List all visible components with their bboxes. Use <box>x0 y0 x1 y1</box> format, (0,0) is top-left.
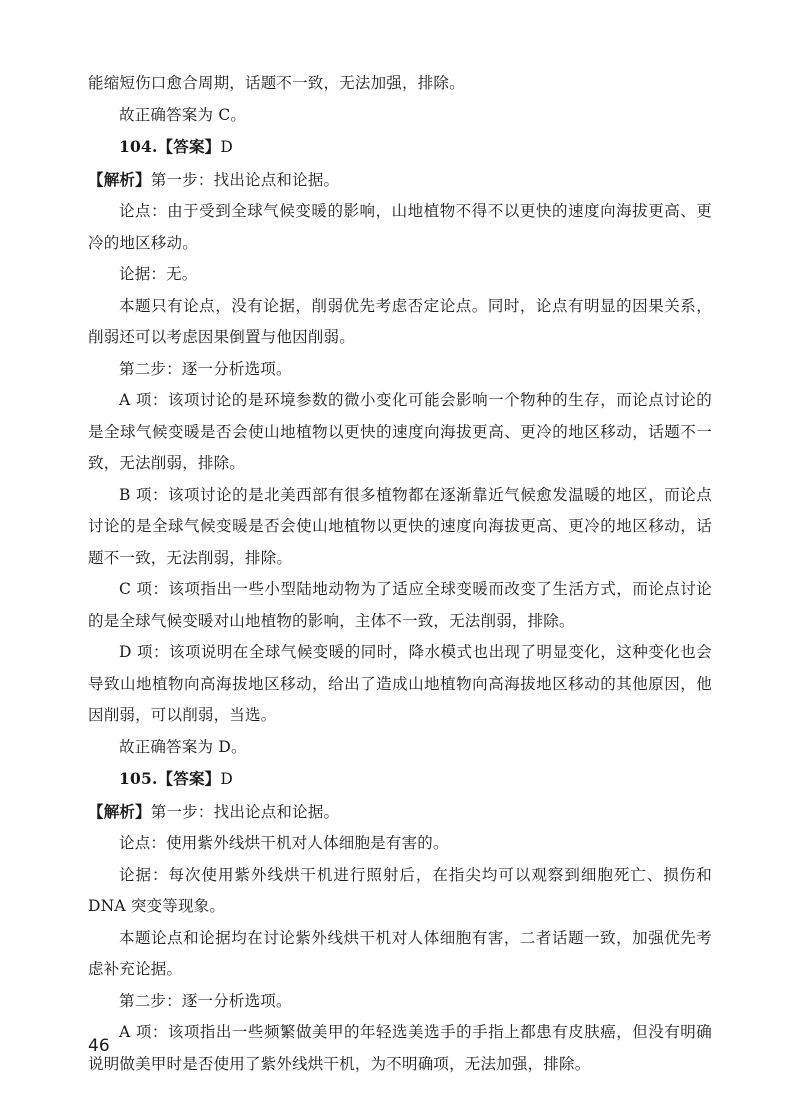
paragraph <box>88 986 712 1018</box>
option-a-analysis <box>88 1017 712 1080</box>
answer-value: D <box>220 138 233 156</box>
paragraph-text: 第一步：找出论点和论据。 <box>150 802 340 821</box>
paragraph-text: 故正确答案为 C。 <box>119 105 247 124</box>
answer-heading <box>88 763 712 796</box>
answer-value: D <box>220 770 233 788</box>
paragraph-text: 本题论点和论据均在讨论紫外线烘干机对人体细胞有害，二者话题一致，加强优先考虑补充论据。 <box>88 928 712 978</box>
paragraph <box>88 354 712 386</box>
paragraph-text: 故正确答案为 D。 <box>119 737 247 756</box>
page-number: 46 <box>88 1036 110 1056</box>
paragraph-text: 论点：使用紫外线烘干机对人体细胞是有害的。 <box>119 834 449 852</box>
paragraph-text: A 项：该项指出一些频繁做美甲的年轻选美选手的手指上都患有皮肤癌，但没有明确说明做美甲时是否使用了紫外线烘干机，为不明确项，无法加强，排除。 <box>88 1023 712 1073</box>
paragraph <box>88 196 712 259</box>
paragraph-text: 第一步：找出论点和论据。 <box>150 170 340 189</box>
paragraph-text: 论据：无。 <box>119 265 198 283</box>
paragraph <box>88 100 712 132</box>
paragraph <box>88 732 712 764</box>
paragraph-text: 论据：每次使用紫外线烘干机进行照射后，在指尖均可以观察到细胞死亡、损伤和 DNA 突变等现象。 <box>88 865 712 915</box>
paragraph-text: 论点：由于受到全球气候变暖的影响，山地植物不得不以更快的速度向海拔更高、更冷的地区移动。 <box>88 202 712 252</box>
paragraph-text: 第二步：逐一分析选项。 <box>119 359 292 378</box>
paragraph-text: B 项：该项讨论的是北美西部有很多植物都在逐渐靠近气候愈发温暖的地区，而论点讨论的是全球气候变暖是否会使山地植物以更快的速度向海拔更高、更冷的地区移动，话题不一致，无法削弱，排除。 <box>88 485 712 567</box>
paragraph-text: D 项：该项说明在全球气候变暖的同时，降水模式也出现了明显变化，这种变化也会导致山地植物向高海拔地区移动，给出了造成山地植物向高海拔地区移动的其他原因，他因削弱，可以削弱，当选。 <box>88 643 712 724</box>
paragraph <box>88 828 712 860</box>
paragraph-text: C 项：该项指出一些小型陆地动物为了适应全球变暖而改变了生活方式，而论点讨论的是全球气候变暖对山地植物的影响，主体不一致，无法削弱，排除。 <box>88 580 712 630</box>
option-b-analysis <box>88 480 712 575</box>
option-c-analysis <box>88 574 712 637</box>
analysis-heading <box>88 164 712 197</box>
answer-label: 105.【答案】 <box>119 769 221 788</box>
option-d-analysis <box>88 637 712 732</box>
paragraph-text: 本题只有论点，没有论据，削弱优先考虑否定论点。同时，论点有明显的因果关系，削弱还可以考虑因果倒置与他因削弱。 <box>88 296 712 346</box>
answer-label: 104.【答案】 <box>119 137 221 156</box>
answer-heading <box>88 131 712 164</box>
paragraph-text: 能缩短伤口愈合周期，话题不一致，无法加强，排除。 <box>88 74 465 92</box>
paragraph <box>88 68 712 100</box>
analysis-heading <box>88 796 712 829</box>
document-body <box>88 68 712 1080</box>
paragraph-text: 第二步：逐一分析选项。 <box>119 991 292 1010</box>
paragraph <box>88 259 712 291</box>
paragraph <box>88 860 712 923</box>
paragraph <box>88 291 712 354</box>
paragraph-text: A 项：该项讨论的是环境参数的微小变化可能会影响一个物种的生存，而论点讨论的是全球气候变暖是否会使山地植物以更快的速度向海拔更高、更冷的地区移动，话题不一致，无法削弱，排除。 <box>88 391 712 472</box>
analysis-label: 【解析】 <box>88 169 151 189</box>
analysis-label: 【解析】 <box>88 801 151 821</box>
paragraph <box>88 923 712 986</box>
option-a-analysis <box>88 385 712 480</box>
